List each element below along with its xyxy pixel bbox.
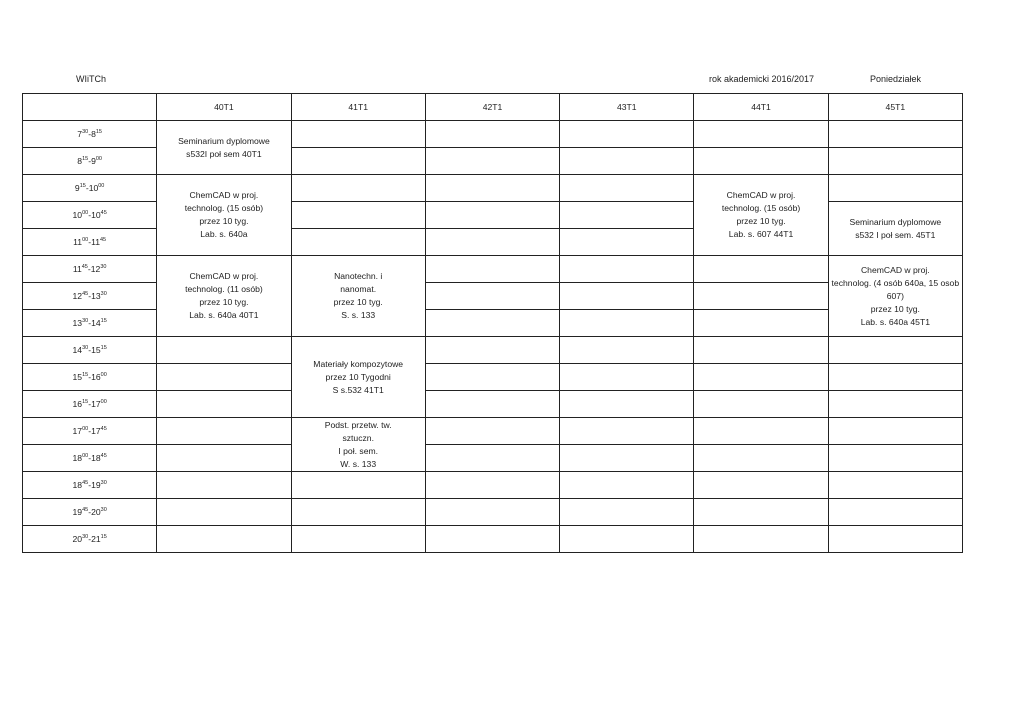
time-hour: 11	[91, 236, 100, 247]
empty-slot	[694, 391, 828, 418]
empty-slot	[425, 175, 559, 202]
time-minutes: 30	[82, 128, 89, 135]
empty-slot	[694, 526, 828, 553]
empty-slot	[560, 310, 694, 337]
empty-slot	[560, 337, 694, 364]
time-slot-cell: $18^{45}-19^{30}$	[23, 472, 157, 499]
class-line: technolog. (15 osób)	[184, 203, 264, 213]
empty-slot	[291, 499, 425, 526]
header-academic-year: rok akademicki 2016/2017	[709, 74, 815, 84]
class-block	[694, 175, 828, 256]
empty-slot	[694, 148, 828, 175]
time-hour: 16	[91, 371, 101, 382]
class-block	[291, 418, 425, 472]
empty-slot	[425, 121, 559, 148]
time-minutes: 15	[79, 182, 86, 189]
time-hour: 9	[91, 155, 96, 166]
empty-slot	[291, 121, 425, 148]
empty-slot	[560, 445, 694, 472]
time-row	[23, 526, 963, 553]
time-minutes: 15	[95, 128, 102, 135]
empty-slot	[425, 337, 559, 364]
class-line: przez 10 tyg.	[199, 216, 249, 226]
time-row	[23, 472, 963, 499]
time-hour: 17	[91, 425, 101, 436]
schedule-table	[22, 93, 963, 553]
empty-slot	[425, 472, 559, 499]
empty-slot	[157, 418, 291, 445]
class-block	[828, 202, 962, 256]
time-minutes: 15	[100, 317, 107, 324]
time-hour: 8	[91, 128, 96, 139]
empty-slot	[560, 283, 694, 310]
class-line: Lab. s. 607 44T1	[728, 229, 794, 239]
empty-slot	[828, 121, 962, 148]
time-hour: 10	[88, 182, 99, 193]
time-minutes: 00	[98, 182, 105, 189]
time-hour: 16	[72, 398, 83, 409]
time-row	[23, 418, 963, 445]
empty-slot	[694, 472, 828, 499]
time-row	[23, 121, 963, 148]
time-hour: 20	[72, 533, 83, 544]
time-minutes: 30	[82, 533, 89, 540]
time-minutes: 00	[82, 209, 89, 216]
time-slot-cell: $8^{15}-9^{00}$	[23, 148, 157, 175]
time-row	[23, 364, 963, 391]
class-line: Nanotechn. i	[334, 271, 383, 281]
time-minutes: 45	[100, 425, 107, 432]
corner-cell	[23, 94, 157, 121]
time-slot-cell: $20^{30}-21^{15}$	[23, 526, 157, 553]
time-minutes: 30	[82, 344, 89, 351]
time-minutes: 00	[100, 398, 107, 405]
empty-slot	[425, 310, 559, 337]
empty-slot	[560, 202, 694, 229]
empty-slot	[157, 445, 291, 472]
time-slot-cell: $9^{15}-10^{00}$	[23, 175, 157, 202]
empty-slot	[291, 229, 425, 256]
empty-slot	[560, 418, 694, 445]
empty-slot	[828, 418, 962, 445]
empty-slot	[157, 499, 291, 526]
empty-slot	[694, 445, 828, 472]
time-slot-cell: $7^{30}-8^{15}$	[23, 121, 157, 148]
time-hour: 18	[91, 452, 101, 463]
time-minutes: 30	[100, 290, 107, 297]
empty-slot	[560, 526, 694, 553]
column-header: 42T1	[425, 94, 559, 121]
time-hour: 7	[77, 128, 83, 139]
time-hour: 17	[72, 425, 83, 436]
time-minutes: 30	[100, 479, 107, 486]
time-hour: 15	[72, 371, 83, 382]
header-faculty: WIiTCh	[76, 74, 106, 84]
class-line: Seminarium dyplomowe	[849, 216, 942, 227]
empty-slot	[694, 337, 828, 364]
time-minutes: 00	[95, 155, 102, 162]
class-line: Lab. s. 640a	[200, 229, 248, 239]
column-header: 44T1	[694, 94, 828, 121]
column-header: 40T1	[157, 94, 291, 121]
class-line: nanomat.	[340, 284, 377, 294]
time-minutes: 45	[81, 263, 88, 270]
empty-slot	[694, 364, 828, 391]
empty-slot	[425, 229, 559, 256]
empty-slot	[828, 148, 962, 175]
empty-slot	[157, 526, 291, 553]
time-minutes: 15	[100, 533, 107, 540]
empty-slot	[828, 391, 962, 418]
time-slot-cell: $13^{30}-14^{15}$	[23, 310, 157, 337]
time-slot-cell: $18^{00}-18^{45}$	[23, 445, 157, 472]
time-slot-cell: $15^{15}-16^{00}$	[23, 364, 157, 391]
class-line: s532 I poł sem. 45T1	[855, 229, 936, 240]
time-minutes: 45	[100, 452, 107, 459]
class-line: technolog. (11 osób)	[185, 284, 263, 294]
empty-slot	[425, 256, 559, 283]
empty-slot	[291, 472, 425, 499]
class-line: przez 10 tyg.	[199, 297, 249, 307]
class-line: Podst. przetw. tw.	[324, 419, 392, 430]
time-slot-cell: $14^{30}-15^{15}$	[23, 337, 157, 364]
empty-slot	[694, 283, 828, 310]
class-line: Lab. s. 640a 40T1	[189, 310, 259, 320]
time-slot-cell: $19^{45}-20^{30}$	[23, 499, 157, 526]
header-row	[23, 94, 963, 121]
class-block	[157, 175, 291, 256]
empty-slot	[291, 175, 425, 202]
empty-slot	[425, 202, 559, 229]
time-slot-cell: $17^{00}-17^{45}$	[23, 418, 157, 445]
empty-slot	[291, 526, 425, 553]
time-hour: 13	[72, 317, 83, 328]
class-line: S. s. 133	[341, 310, 376, 320]
class-line: Lab. s. 640a 45T1	[860, 316, 930, 327]
empty-slot	[425, 445, 559, 472]
empty-slot	[828, 175, 962, 202]
time-minutes: 30	[100, 263, 107, 270]
empty-slot	[694, 499, 828, 526]
class-line: przez 10 tyg.	[333, 297, 383, 307]
time-slot-cell: $11^{00}-11^{45}$	[23, 229, 157, 256]
time-row	[23, 445, 963, 472]
time-minutes: 00	[82, 425, 89, 432]
class-block	[157, 256, 291, 337]
empty-slot	[560, 148, 694, 175]
empty-slot	[828, 526, 962, 553]
empty-slot	[694, 418, 828, 445]
time-hour: 20	[91, 506, 101, 517]
class-line: S s.532 41T1	[332, 384, 384, 395]
class-line: I poł. sem.	[338, 445, 379, 456]
class-line: s532I poł sem 40T1	[186, 148, 262, 159]
header-day: Poniedziałek	[870, 74, 922, 84]
empty-slot	[425, 391, 559, 418]
empty-slot	[560, 175, 694, 202]
empty-slot	[560, 472, 694, 499]
time-row	[23, 256, 963, 283]
time-minutes: 00	[82, 452, 89, 459]
class-line: 607)	[886, 290, 904, 301]
class-line: przez 10 tyg.	[736, 216, 786, 226]
empty-slot	[157, 472, 291, 499]
empty-slot	[560, 256, 694, 283]
empty-slot	[694, 256, 828, 283]
class-line: ChemCAD w proj.	[860, 264, 930, 275]
time-minutes: 15	[100, 344, 107, 351]
time-minutes: 45	[100, 209, 107, 216]
class-block	[291, 337, 425, 418]
time-hour: 8	[77, 155, 83, 166]
time-slot-cell: $16^{15}-17^{00}$	[23, 391, 157, 418]
empty-slot	[560, 364, 694, 391]
time-hour: 21	[91, 533, 101, 544]
empty-slot	[828, 364, 962, 391]
class-line: przez 10 Tygodni	[325, 371, 391, 382]
class-line: W. s. 133	[340, 458, 377, 469]
time-hour: 14	[72, 344, 83, 355]
time-slot-cell: $10^{00}-10^{45}$	[23, 202, 157, 229]
class-line: przez 10 tyg.	[870, 303, 920, 314]
time-minutes: 45	[100, 236, 107, 243]
time-hour: 18	[72, 479, 83, 490]
time-hour: 13	[91, 290, 101, 301]
time-hour: 9	[74, 182, 80, 193]
empty-slot	[291, 148, 425, 175]
class-line: technolog. (4 osób 640a, 15 osob	[831, 277, 960, 288]
time-hour: 19	[91, 479, 101, 490]
class-line: ChemCAD w proj.	[189, 190, 259, 200]
column-header: 41T1	[291, 94, 425, 121]
class-block	[291, 256, 425, 337]
time-minutes: 15	[82, 398, 89, 405]
empty-slot	[157, 364, 291, 391]
time-row	[23, 175, 963, 202]
column-header: 43T1	[560, 94, 694, 121]
class-block	[828, 256, 962, 337]
empty-slot	[560, 499, 694, 526]
time-hour: 11	[72, 263, 82, 274]
empty-slot	[560, 229, 694, 256]
empty-slot	[291, 202, 425, 229]
empty-slot	[425, 283, 559, 310]
time-hour: 14	[91, 317, 101, 328]
empty-slot	[828, 472, 962, 499]
class-line: ChemCAD w proj.	[189, 271, 259, 281]
time-minutes: 00	[82, 236, 89, 243]
empty-slot	[560, 121, 694, 148]
class-line: sztuczn.	[342, 432, 374, 443]
time-hour: 10	[91, 209, 101, 220]
time-minutes: 30	[82, 317, 89, 324]
time-row	[23, 499, 963, 526]
time-hour: 12	[72, 290, 83, 301]
time-minutes: 30	[100, 506, 107, 513]
time-minutes: 45	[82, 506, 89, 513]
empty-slot	[425, 526, 559, 553]
class-line: technolog. (15 osób)	[721, 203, 801, 213]
column-header: 45T1	[828, 94, 962, 121]
time-hour: 19	[72, 506, 83, 517]
time-slot-cell: $11^{45}-12^{30}$	[23, 256, 157, 283]
empty-slot	[694, 121, 828, 148]
class-line: Seminarium dyplomowe	[178, 135, 270, 146]
time-hour: 17	[91, 398, 101, 409]
empty-slot	[425, 148, 559, 175]
empty-slot	[828, 337, 962, 364]
time-hour: 12	[90, 263, 101, 274]
class-block	[157, 121, 291, 175]
empty-slot	[157, 391, 291, 418]
class-line: ChemCAD w proj.	[726, 190, 796, 200]
time-minutes: 15	[82, 371, 89, 378]
empty-slot	[425, 418, 559, 445]
empty-slot	[157, 337, 291, 364]
time-slot-cell: $12^{45}-13^{30}$	[23, 283, 157, 310]
time-minutes: 45	[82, 479, 89, 486]
empty-slot	[694, 310, 828, 337]
time-minutes: 15	[82, 155, 89, 162]
time-row	[23, 337, 963, 364]
time-hour: 15	[91, 344, 101, 355]
empty-slot	[828, 499, 962, 526]
class-line: Materiały kompozytowe	[313, 358, 404, 369]
time-minutes: 00	[100, 371, 107, 378]
time-hour: 10	[72, 209, 83, 220]
time-hour: 11	[73, 236, 83, 247]
empty-slot	[425, 499, 559, 526]
time-minutes: 45	[82, 290, 89, 297]
time-row	[23, 391, 963, 418]
empty-slot	[828, 445, 962, 472]
time-hour: 18	[72, 452, 83, 463]
empty-slot	[425, 364, 559, 391]
empty-slot	[560, 391, 694, 418]
